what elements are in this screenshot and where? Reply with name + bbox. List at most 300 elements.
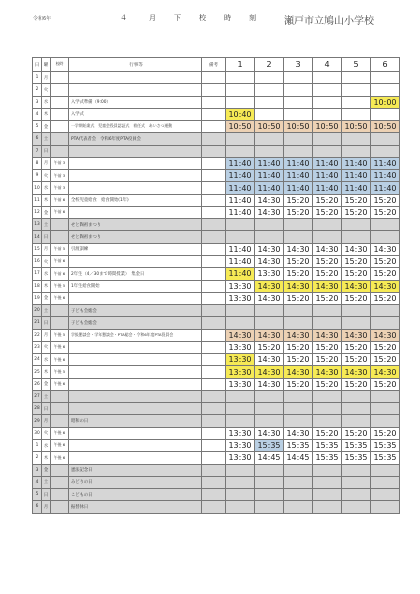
dismissal-time-cell	[255, 390, 284, 402]
dismissal-time-cell	[342, 72, 371, 84]
dismissal-time-cell: 10:50	[313, 121, 342, 133]
dismissal-time-cell	[284, 108, 313, 120]
dismissal-time-cell	[371, 415, 400, 427]
day-cell: 3	[33, 96, 42, 108]
table-row	[33, 415, 400, 427]
dismissal-time-cell	[313, 133, 342, 145]
day-cell: 2	[33, 452, 42, 464]
note-cell	[202, 329, 226, 341]
dismissal-time-cell: 11:40	[255, 170, 284, 182]
dismissal-time-cell	[371, 84, 400, 96]
dismissal-time-cell: 14:30	[313, 329, 342, 341]
dismissal-time-cell: 15:20	[313, 354, 342, 366]
dismissal-time-cell: 15:20	[284, 341, 313, 353]
dismissal-time-cell	[255, 133, 284, 145]
dismissal-time-cell: 15:35	[342, 452, 371, 464]
table-row	[33, 292, 400, 304]
weekday-cell: 金	[42, 206, 51, 218]
dismissal-time-cell: 10:50	[255, 121, 284, 133]
dismissal-time-cell: 11:40	[313, 182, 342, 194]
dismissal-time-cell	[255, 72, 284, 84]
dismissal-time-cell	[255, 305, 284, 317]
dismissal-time-cell: 14:30	[371, 329, 400, 341]
day-cell: 15	[33, 243, 42, 255]
dismissal-time-cell: 15:20	[342, 194, 371, 206]
note-cell	[202, 133, 226, 145]
dismissal-time-cell: 14:30	[342, 329, 371, 341]
dismissal-time-cell	[284, 219, 313, 231]
dismissal-time-cell	[342, 415, 371, 427]
period-cell	[51, 84, 69, 96]
table-row	[33, 305, 400, 317]
header-note: 備考	[202, 58, 226, 72]
dismissal-time-cell: 11:40	[371, 170, 400, 182]
table-row	[33, 390, 400, 402]
dismissal-time-cell	[313, 390, 342, 402]
event-cell	[69, 354, 202, 366]
dismissal-time-cell: 15:20	[255, 341, 284, 353]
dismissal-time-cell	[284, 415, 313, 427]
event-cell	[69, 72, 202, 84]
day-cell: 17	[33, 268, 42, 280]
dismissal-time-cell	[284, 403, 313, 415]
dismissal-time-cell: 11:40	[226, 170, 255, 182]
period-cell: 午後 6	[51, 354, 69, 366]
day-cell: 1	[33, 439, 42, 451]
note-cell	[202, 390, 226, 402]
dismissal-time-cell	[371, 133, 400, 145]
header-day: 日	[33, 58, 42, 72]
weekday-cell: 水	[42, 96, 51, 108]
dismissal-time-cell	[313, 108, 342, 120]
dismissal-time-cell: 15:35	[313, 439, 342, 451]
note-cell	[202, 501, 226, 513]
dismissal-time-cell	[313, 317, 342, 329]
table-row	[33, 280, 400, 292]
period-cell	[51, 403, 69, 415]
day-cell: 30	[33, 427, 42, 439]
weekday-cell: 月	[42, 329, 51, 341]
day-cell: 9	[33, 170, 42, 182]
dismissal-time-cell: 13:30	[226, 427, 255, 439]
dismissal-time-cell: 15:20	[371, 354, 400, 366]
dismissal-time-cell	[313, 219, 342, 231]
day-cell: 3	[33, 464, 42, 476]
day-cell: 8	[33, 157, 42, 169]
note-cell	[202, 415, 226, 427]
period-cell	[51, 121, 69, 133]
table-row	[33, 501, 400, 513]
table-row	[33, 464, 400, 476]
dismissal-time-cell: 15:20	[284, 194, 313, 206]
note-cell	[202, 366, 226, 378]
dismissal-time-cell: 15:20	[342, 354, 371, 366]
weekday-cell: 木	[42, 452, 51, 464]
dismissal-time-cell	[255, 415, 284, 427]
dismissal-time-cell: 13:30	[226, 378, 255, 390]
dismissal-time-cell: 15:20	[371, 255, 400, 267]
event-cell: 子ども会総会	[69, 317, 202, 329]
dismissal-time-cell: 11:40	[226, 206, 255, 218]
dismissal-time-cell: 11:40	[226, 268, 255, 280]
dismissal-time-cell: 14:30	[371, 280, 400, 292]
dismissal-time-cell	[226, 231, 255, 243]
dismissal-time-cell	[342, 84, 371, 96]
weekday-cell: 火	[42, 84, 51, 96]
weekday-cell: 土	[42, 219, 51, 231]
dismissal-time-cell	[342, 145, 371, 157]
dismissal-time-cell	[255, 317, 284, 329]
day-cell: 20	[33, 305, 42, 317]
day-cell: 14	[33, 231, 42, 243]
dismissal-time-cell	[226, 84, 255, 96]
table-row	[33, 170, 400, 182]
table-row	[33, 96, 400, 108]
dismissal-time-cell: 15:20	[313, 341, 342, 353]
dismissal-time-cell: 10:50	[342, 121, 371, 133]
day-cell: 7	[33, 145, 42, 157]
event-cell	[69, 157, 202, 169]
dismissal-time-cell	[255, 489, 284, 501]
dismissal-time-cell: 11:40	[313, 170, 342, 182]
dismissal-time-cell	[284, 489, 313, 501]
table-row	[33, 403, 400, 415]
weekday-cell: 月	[42, 243, 51, 255]
period-cell	[51, 390, 69, 402]
event-cell: せと陶祖まつり	[69, 219, 202, 231]
table-row	[33, 145, 400, 157]
period-cell: 午前 6	[51, 268, 69, 280]
weekday-cell: 木	[42, 194, 51, 206]
dismissal-time-cell	[371, 231, 400, 243]
day-cell: 6	[33, 501, 42, 513]
table-row	[33, 476, 400, 488]
period-cell: 午前 3	[51, 157, 69, 169]
period-cell: 午前 3	[51, 182, 69, 194]
dismissal-time-cell: 14:30	[284, 329, 313, 341]
dismissal-time-cell	[255, 108, 284, 120]
event-cell: みどりの日	[69, 476, 202, 488]
dismissal-time-cell	[342, 133, 371, 145]
dismissal-time-cell	[313, 415, 342, 427]
table-row	[33, 354, 400, 366]
dismissal-time-cell	[226, 464, 255, 476]
dismissal-time-cell	[255, 96, 284, 108]
event-cell	[69, 427, 202, 439]
event-cell	[69, 255, 202, 267]
dismissal-time-cell	[284, 133, 313, 145]
dismissal-time-cell	[226, 219, 255, 231]
dismissal-time-cell: 11:40	[342, 182, 371, 194]
dismissal-time-cell	[371, 403, 400, 415]
dismissal-time-cell: 10:00	[371, 96, 400, 108]
event-cell: 学級懇談会・学年懇談会・PTA総会・令和6年度PTA役員会	[69, 329, 202, 341]
dismissal-time-cell	[342, 501, 371, 513]
weekday-cell: 火	[42, 170, 51, 182]
school-name: 瀬戸市立鳩山小学校	[284, 16, 374, 27]
dismissal-time-cell: 14:30	[371, 366, 400, 378]
dismissal-time-cell: 15:20	[284, 292, 313, 304]
dismissal-time-cell: 14:30	[255, 378, 284, 390]
note-cell	[202, 354, 226, 366]
dismissal-time-cell: 15:20	[371, 378, 400, 390]
title-char: 下	[174, 14, 181, 22]
dismissal-time-cell: 15:20	[313, 194, 342, 206]
weekday-cell: 火	[42, 427, 51, 439]
period-cell	[51, 108, 69, 120]
table-row	[33, 378, 400, 390]
event-cell	[69, 170, 202, 182]
table-row	[33, 427, 400, 439]
period-cell: 午前 6	[51, 206, 69, 218]
dismissal-time-cell: 14:30	[255, 292, 284, 304]
dismissal-time-cell	[284, 476, 313, 488]
day-cell: 4	[33, 108, 42, 120]
dismissal-time-cell: 15:20	[313, 427, 342, 439]
dismissal-time-cell: 11:40	[371, 157, 400, 169]
header-weekday: 曜	[42, 58, 51, 72]
dismissal-time-cell	[371, 317, 400, 329]
event-cell	[69, 366, 202, 378]
day-cell: 22	[33, 329, 42, 341]
period-cell	[51, 145, 69, 157]
dismissal-time-cell	[371, 390, 400, 402]
weekday-cell: 水	[42, 182, 51, 194]
dismissal-time-cell: 14:30	[284, 366, 313, 378]
dismissal-time-cell	[313, 145, 342, 157]
weekday-cell: 土	[42, 476, 51, 488]
dismissal-time-cell: 11:40	[284, 157, 313, 169]
dismissal-time-cell: 14:30	[342, 243, 371, 255]
table-row	[33, 255, 400, 267]
table-row	[33, 452, 400, 464]
dismissal-time-cell: 14:45	[284, 452, 313, 464]
dismissal-time-cell: 15:20	[284, 255, 313, 267]
period-cell: 午後 6	[51, 427, 69, 439]
weekday-cell: 月	[42, 501, 51, 513]
weekday-cell: 水	[42, 439, 51, 451]
day-cell: 19	[33, 292, 42, 304]
dismissal-time-cell: 13:30	[226, 439, 255, 451]
note-cell	[202, 452, 226, 464]
event-cell: 子ども会総会	[69, 305, 202, 317]
dismissal-time-cell	[342, 403, 371, 415]
dismissal-time-cell: 10:50	[226, 121, 255, 133]
dismissal-time-cell: 14:30	[255, 354, 284, 366]
dismissal-time-cell: 15:20	[342, 427, 371, 439]
weekday-cell: 金	[42, 378, 51, 390]
table-row	[33, 317, 400, 329]
weekday-cell: 日	[42, 403, 51, 415]
day-cell: 12	[33, 206, 42, 218]
event-cell	[69, 378, 202, 390]
table-row	[33, 489, 400, 501]
dismissal-time-cell	[226, 145, 255, 157]
title-char: ４	[120, 14, 127, 22]
header-period: 校時	[51, 58, 69, 72]
dismissal-time-cell	[313, 501, 342, 513]
dismissal-time-cell: 14:30	[255, 194, 284, 206]
dismissal-time-cell: 15:20	[342, 206, 371, 218]
table-header-row	[33, 58, 400, 72]
year-label: 令和6年	[33, 16, 52, 22]
header-grade: 5	[342, 58, 371, 72]
dismissal-time-cell	[284, 464, 313, 476]
dismissal-time-cell: 14:30	[255, 329, 284, 341]
dismissal-time-cell: 14:30	[255, 255, 284, 267]
dismissal-time-cell: 11:40	[284, 170, 313, 182]
period-cell: 午後 6	[51, 378, 69, 390]
day-cell: 1	[33, 72, 42, 84]
event-cell	[69, 341, 202, 353]
dismissal-time-cell: 11:40	[284, 182, 313, 194]
weekday-cell: 土	[42, 305, 51, 317]
dismissal-time-table	[32, 57, 400, 514]
weekday-cell: 土	[42, 133, 51, 145]
dismissal-time-cell: 13:30	[226, 354, 255, 366]
table-row	[33, 341, 400, 353]
dismissal-time-cell: 13:30	[226, 366, 255, 378]
dismissal-time-cell	[371, 108, 400, 120]
dismissal-time-cell: 14:30	[371, 243, 400, 255]
event-cell	[69, 84, 202, 96]
period-cell: 午前 6	[51, 255, 69, 267]
dismissal-time-cell	[342, 231, 371, 243]
note-cell	[202, 182, 226, 194]
dismissal-time-cell	[284, 317, 313, 329]
dismissal-time-cell: 13:30	[226, 452, 255, 464]
day-cell: 21	[33, 317, 42, 329]
period-cell	[51, 96, 69, 108]
note-cell	[202, 268, 226, 280]
dismissal-time-cell	[255, 464, 284, 476]
dismissal-time-cell: 15:20	[284, 268, 313, 280]
title-char: 校	[199, 14, 206, 22]
event-cell	[69, 452, 202, 464]
table-row	[33, 133, 400, 145]
event-cell: 入学式準備（9:00）	[69, 96, 202, 108]
dismissal-time-cell: 15:20	[371, 292, 400, 304]
dismissal-time-cell: 15:20	[284, 354, 313, 366]
table-row	[33, 84, 400, 96]
table-row	[33, 268, 400, 280]
dismissal-time-cell	[226, 403, 255, 415]
table-row	[33, 72, 400, 84]
dismissal-time-cell: 11:40	[226, 157, 255, 169]
event-cell	[69, 206, 202, 218]
dismissal-time-cell: 15:35	[371, 452, 400, 464]
weekday-cell: 水	[42, 268, 51, 280]
event-cell: 2年生（4／30まで時間授業） 集金日	[69, 268, 202, 280]
dismissal-time-cell: 11:40	[226, 243, 255, 255]
weekday-cell: 土	[42, 390, 51, 402]
event-cell: 1年生給食開始	[69, 280, 202, 292]
table-row	[33, 108, 400, 120]
dismissal-time-cell	[226, 415, 255, 427]
dismissal-time-cell	[342, 96, 371, 108]
dismissal-time-cell	[284, 84, 313, 96]
dismissal-time-cell: 15:35	[342, 439, 371, 451]
dismissal-time-cell: 15:20	[371, 206, 400, 218]
header-grade: 2	[255, 58, 284, 72]
dismissal-time-cell: 14:45	[255, 452, 284, 464]
period-cell: 午後 5	[51, 280, 69, 292]
dismissal-time-cell	[342, 305, 371, 317]
period-cell: 午後 6	[51, 439, 69, 451]
dismissal-time-cell: 14:30	[284, 427, 313, 439]
note-cell	[202, 72, 226, 84]
dismissal-time-cell	[342, 476, 371, 488]
period-cell	[51, 305, 69, 317]
note-cell	[202, 439, 226, 451]
note-cell	[202, 219, 226, 231]
event-cell: 振替休日	[69, 501, 202, 513]
dismissal-time-cell	[313, 464, 342, 476]
weekday-cell: 日	[42, 145, 51, 157]
dismissal-time-cell	[371, 305, 400, 317]
weekday-cell: 日	[42, 489, 51, 501]
dismissal-time-cell: 15:20	[371, 341, 400, 353]
dismissal-time-cell	[313, 72, 342, 84]
table-row	[33, 219, 400, 231]
weekday-cell: 火	[42, 341, 51, 353]
title-char: 時	[224, 14, 231, 22]
dismissal-time-cell: 15:20	[342, 292, 371, 304]
day-cell: 4	[33, 476, 42, 488]
note-cell	[202, 476, 226, 488]
note-cell	[202, 96, 226, 108]
weekday-cell: 木	[42, 366, 51, 378]
dismissal-time-cell	[342, 108, 371, 120]
dismissal-time-cell	[371, 464, 400, 476]
note-cell	[202, 157, 226, 169]
period-cell	[51, 231, 69, 243]
header-grade: 4	[313, 58, 342, 72]
dismissal-time-cell: 13:30	[226, 341, 255, 353]
note-cell	[202, 121, 226, 133]
period-cell	[51, 501, 69, 513]
day-cell: 5	[33, 121, 42, 133]
table-row	[33, 121, 400, 133]
dismissal-time-cell	[371, 145, 400, 157]
event-cell: 昭和の日	[69, 415, 202, 427]
dismissal-time-cell: 15:20	[342, 268, 371, 280]
dismissal-time-cell: 15:20	[371, 427, 400, 439]
dismissal-time-cell	[313, 476, 342, 488]
dismissal-time-cell	[371, 219, 400, 231]
dismissal-time-cell: 11:40	[226, 255, 255, 267]
dismissal-time-cell	[284, 96, 313, 108]
note-cell	[202, 108, 226, 120]
period-cell	[51, 219, 69, 231]
dismissal-time-cell: 15:20	[371, 194, 400, 206]
day-cell: 13	[33, 219, 42, 231]
period-cell	[51, 317, 69, 329]
note-cell	[202, 341, 226, 353]
dismissal-time-cell: 10:50	[284, 121, 313, 133]
dismissal-time-cell	[342, 317, 371, 329]
dismissal-time-cell	[371, 72, 400, 84]
note-cell	[202, 403, 226, 415]
weekday-cell: 日	[42, 317, 51, 329]
dismissal-time-cell	[284, 145, 313, 157]
dismissal-time-cell: 11:40	[342, 157, 371, 169]
weekday-cell: 日	[42, 231, 51, 243]
period-cell	[51, 415, 69, 427]
day-cell: 23	[33, 341, 42, 353]
dismissal-time-cell	[226, 476, 255, 488]
note-cell	[202, 170, 226, 182]
